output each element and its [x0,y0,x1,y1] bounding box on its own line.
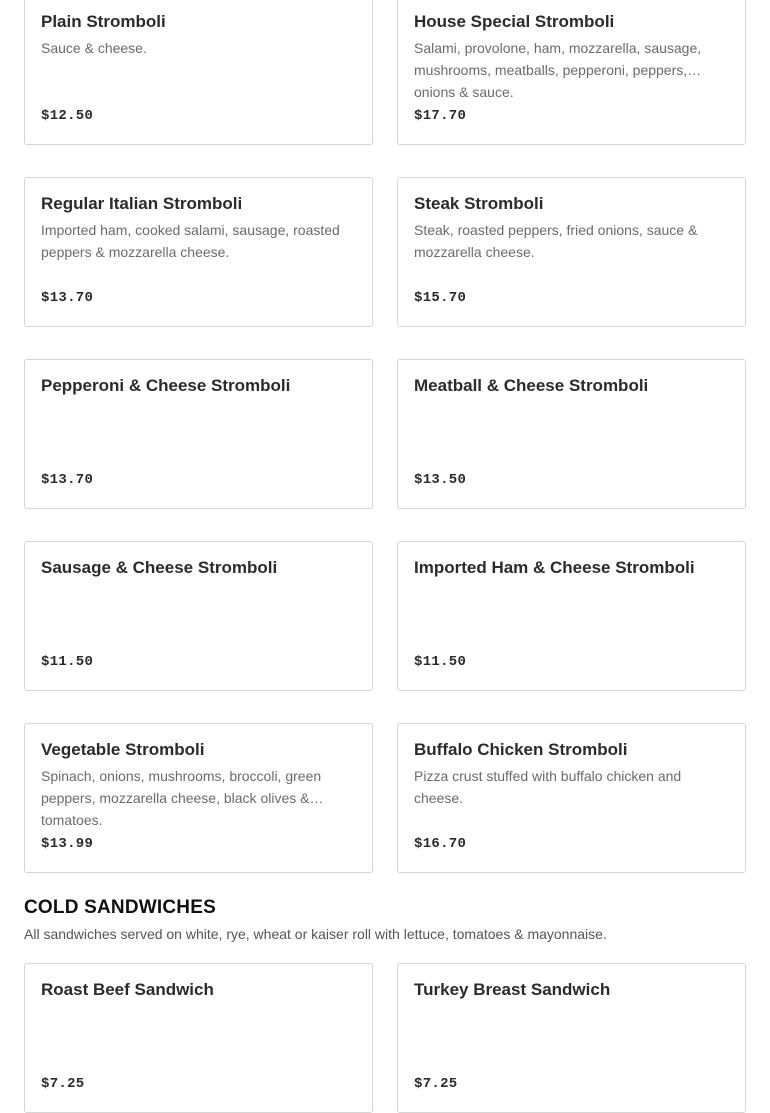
menu-item-name: Regular Italian Stromboli [41,194,243,213]
menu-item-name: Turkey Breast Sandwich [414,980,611,999]
menu-item-description: Spinach, onions, mushrooms, broccoli, green peppers, mozzarella cheese, black olives & tomatoes. [41,768,322,828]
menu-item-name: Pepperoni & Cheese Stromboli [41,376,291,395]
menu-item-price: $17.70 [414,108,467,124]
menu-item-card[interactable] [397,177,746,327]
menu-item-name: Imported Ham & Cheese Stromboli [414,558,695,577]
menu-item-price: $11.50 [41,654,94,670]
menu-item-price: $13.70 [41,472,94,488]
menu-item-card[interactable] [397,963,746,1113]
menu-item-card[interactable] [24,723,373,873]
menu-item-name: Meatball & Cheese Stromboli [414,376,649,395]
menu-item-card[interactable] [24,177,373,327]
menu-item-name: Vegetable Stromboli [41,740,205,759]
section-title: COLD SANDWICHES [24,897,216,918]
menu-item-name: Roast Beef Sandwich [41,980,214,999]
cold-sandwiches-grid [24,963,746,1113]
menu-item-description: Pizza crust stuffed with buffalo chicken and cheese. [414,768,682,806]
menu-item-description: Salami, provolone, ham, mozzarella, sausage, mushrooms, meatballs, pepperoni, peppers, onions & sauce. [414,40,702,100]
section-description: All sandwiches served on white, rye, wheat or kaiser roll with lettuce, tomatoes & mayonnaise. [24,926,607,942]
menu-item-card[interactable] [397,541,746,691]
menu-item-name: Sausage & Cheese Stromboli [41,558,278,577]
menu-item-price: $7.25 [414,1076,458,1092]
menu-item-card[interactable] [397,723,746,873]
menu-item-card[interactable] [24,0,373,145]
menu-item-description: Imported ham, cooked salami, sausage, roasted peppers & mozzarella cheese. [41,222,340,260]
menu-item-price: $13.99 [41,836,94,852]
menu-item-name: House Special Stromboli [414,12,615,31]
menu-item-name: Plain Stromboli [41,12,166,31]
menu-item-card[interactable] [24,963,373,1113]
menu-item-description: Steak, roasted peppers, fried onions, sauce & mozzarella cheese. [414,222,698,260]
menu-item-price: $11.50 [414,654,467,670]
menu-item-price: $16.70 [414,836,467,852]
menu-item-name: Steak Stromboli [414,194,544,213]
menu-item-price: $7.25 [41,1076,85,1092]
menu-item-name: Buffalo Chicken Stromboli [414,740,628,759]
menu-item-price: $13.70 [41,290,94,306]
menu-item-price: $12.50 [41,108,94,124]
menu-item-price: $15.70 [414,290,467,306]
menu-item-card[interactable] [24,359,373,509]
menu-item-card[interactable] [24,541,373,691]
menu-item-price: $13.50 [414,472,467,488]
menu-item-card[interactable] [397,0,746,145]
stromboli-items-grid [24,0,746,873]
menu-item-card[interactable] [397,359,746,509]
menu-item-description: Sauce & cheese. [41,40,147,56]
